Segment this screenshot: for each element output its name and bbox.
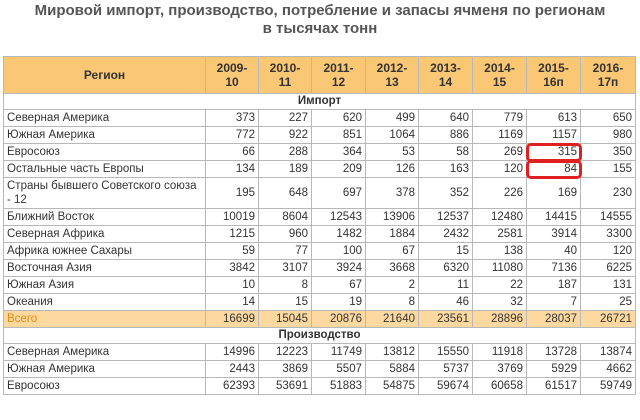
value-cell: 227 [259, 110, 312, 127]
value-cell: 61517 [527, 378, 581, 395]
value-cell: 10 [206, 277, 259, 294]
table-row [4, 209, 636, 226]
value-cell: 499 [366, 110, 419, 127]
value-cell: 620 [312, 110, 366, 127]
value-cell: 11080 [473, 260, 527, 277]
value-cell: 779 [473, 110, 527, 127]
value-cell: 15550 [419, 344, 473, 361]
value-cell: 53 [366, 144, 419, 161]
value-cell: 640 [419, 110, 473, 127]
value-cell: 960 [259, 226, 312, 243]
barley-table [3, 56, 636, 395]
value-cell: 14996 [206, 344, 259, 361]
value-cell: 6225 [581, 260, 636, 277]
column-header-year: 2015- 16п [527, 57, 581, 94]
value-cell: 364 [312, 144, 366, 161]
value-cell: 2432 [419, 226, 473, 243]
table-row [4, 277, 636, 294]
table-row [4, 361, 636, 378]
value-cell: 12543 [312, 209, 366, 226]
value-cell: 189 [259, 161, 312, 178]
value-cell: 3842 [206, 260, 259, 277]
value-cell: 62393 [206, 378, 259, 395]
value-cell: 15045 [259, 311, 312, 328]
value-cell: 11918 [473, 344, 527, 361]
region-cell: Южная Америка [4, 127, 206, 144]
value-cell: 3668 [366, 260, 419, 277]
value-cell: 226 [473, 178, 527, 209]
value-cell: 84 [527, 161, 581, 178]
value-cell: 772 [206, 127, 259, 144]
value-cell: 697 [312, 178, 366, 209]
section-label: Импорт [4, 94, 636, 110]
value-cell: 15 [259, 294, 312, 311]
column-header-region: Регион [4, 57, 206, 94]
value-cell: 1884 [366, 226, 419, 243]
value-cell: 163 [419, 161, 473, 178]
value-cell: 13728 [527, 344, 581, 361]
value-cell: 14415 [527, 209, 581, 226]
value-cell: 12537 [419, 209, 473, 226]
region-cell: Всего [4, 311, 206, 328]
value-cell: 2 [366, 277, 419, 294]
value-cell: 120 [473, 161, 527, 178]
table-row [4, 127, 636, 144]
value-cell: 21640 [366, 311, 419, 328]
value-cell: 3914 [527, 226, 581, 243]
table-row [4, 378, 636, 395]
column-header-year: 2009- 10 [206, 57, 259, 94]
column-header-year: 2011- 12 [312, 57, 366, 94]
value-cell: 66 [206, 144, 259, 161]
section-header-row [4, 94, 636, 110]
value-cell: 352 [419, 178, 473, 209]
value-cell: 3924 [312, 260, 366, 277]
value-cell: 46 [419, 294, 473, 311]
value-cell: 5884 [366, 361, 419, 378]
value-cell: 350 [581, 144, 636, 161]
value-cell: 54875 [366, 378, 419, 395]
value-cell: 53691 [259, 378, 312, 395]
region-cell: Северная Америка [4, 344, 206, 361]
value-cell: 58 [419, 144, 473, 161]
value-cell: 2443 [206, 361, 259, 378]
column-header-year: 2010- 11 [259, 57, 312, 94]
table-row [4, 260, 636, 277]
value-cell: 26721 [581, 311, 636, 328]
region-cell: Южная Америка [4, 361, 206, 378]
column-header-year: 2016- 17п [581, 57, 636, 94]
value-cell: 11 [419, 277, 473, 294]
value-cell: 138 [473, 243, 527, 260]
value-cell: 7 [527, 294, 581, 311]
value-cell: 60658 [473, 378, 527, 395]
value-cell: 1157 [527, 127, 581, 144]
value-cell: 6320 [419, 260, 473, 277]
value-cell: 3107 [259, 260, 312, 277]
value-cell: 613 [527, 110, 581, 127]
value-cell: 131 [581, 277, 636, 294]
value-cell: 59674 [419, 378, 473, 395]
value-cell: 5737 [419, 361, 473, 378]
value-cell: 10019 [206, 209, 259, 226]
table-body [4, 94, 636, 395]
value-cell: 120 [581, 243, 636, 260]
value-cell: 209 [312, 161, 366, 178]
table-row [4, 344, 636, 361]
region-cell: Евросоюз [4, 144, 206, 161]
page-title [0, 0, 640, 38]
column-header-year: 2012- 13 [366, 57, 419, 94]
value-cell: 134 [206, 161, 259, 178]
value-cell: 155 [581, 161, 636, 178]
value-cell: 20876 [312, 311, 366, 328]
value-cell: 195 [206, 178, 259, 209]
value-cell: 16699 [206, 311, 259, 328]
value-cell: 650 [581, 110, 636, 127]
table-row [4, 178, 636, 209]
value-cell: 15 [419, 243, 473, 260]
section-header-row [4, 328, 636, 344]
value-cell: 40 [527, 243, 581, 260]
value-cell: 23561 [419, 311, 473, 328]
value-cell: 14555 [581, 209, 636, 226]
value-cell: 1064 [366, 127, 419, 144]
region-cell: Остальные часть Европы [4, 161, 206, 178]
table-row [4, 243, 636, 260]
value-cell: 59 [206, 243, 259, 260]
value-cell: 288 [259, 144, 312, 161]
value-cell: 67 [366, 243, 419, 260]
table-row [4, 144, 636, 161]
region-cell: Южная Азия [4, 277, 206, 294]
value-cell: 126 [366, 161, 419, 178]
table-row [4, 294, 636, 311]
total-row [4, 311, 636, 328]
value-cell: 8604 [259, 209, 312, 226]
section-label: Производство [4, 328, 636, 344]
value-cell: 28896 [473, 311, 527, 328]
column-header-year: 2013- 14 [419, 57, 473, 94]
value-cell: 3300 [581, 226, 636, 243]
column-header-year: 2014- 15 [473, 57, 527, 94]
value-cell: 922 [259, 127, 312, 144]
value-cell: 19 [312, 294, 366, 311]
region-cell: Восточная Азия [4, 260, 206, 277]
region-cell: Ближний Восток [4, 209, 206, 226]
value-cell: 5929 [527, 361, 581, 378]
value-cell: 13906 [366, 209, 419, 226]
value-cell: 11749 [312, 344, 366, 361]
title-line-1: Мировой импорт, производство, потребление и запасы ячменя по регионам [34, 2, 606, 19]
value-cell: 77 [259, 243, 312, 260]
value-cell: 2581 [473, 226, 527, 243]
value-cell: 32 [473, 294, 527, 311]
value-cell: 12223 [259, 344, 312, 361]
region-cell: Океания [4, 294, 206, 311]
value-cell: 22 [473, 277, 527, 294]
region-cell: Страны бывшего Советского союза - 12 [4, 178, 206, 209]
value-cell: 851 [312, 127, 366, 144]
value-cell: 980 [581, 127, 636, 144]
value-cell: 7136 [527, 260, 581, 277]
value-cell: 886 [419, 127, 473, 144]
value-cell: 8 [366, 294, 419, 311]
value-cell: 1215 [206, 226, 259, 243]
header-row [4, 57, 636, 94]
value-cell: 67 [312, 277, 366, 294]
value-cell: 230 [581, 178, 636, 209]
value-cell: 12480 [473, 209, 527, 226]
value-cell: 373 [206, 110, 259, 127]
region-cell: Африка южнее Сахары [4, 243, 206, 260]
value-cell: 315 [527, 144, 581, 161]
value-cell: 14 [206, 294, 259, 311]
value-cell: 100 [312, 243, 366, 260]
value-cell: 5507 [312, 361, 366, 378]
table-row [4, 226, 636, 243]
value-cell: 3869 [259, 361, 312, 378]
value-cell: 59749 [581, 378, 636, 395]
value-cell: 8 [259, 277, 312, 294]
value-cell: 1169 [473, 127, 527, 144]
region-cell: Евросоюз [4, 378, 206, 395]
table-row [4, 110, 636, 127]
region-cell: Северная Африка [4, 226, 206, 243]
value-cell: 378 [366, 178, 419, 209]
value-cell: 648 [259, 178, 312, 209]
value-cell: 51883 [312, 378, 366, 395]
value-cell: 169 [527, 178, 581, 209]
table-row [4, 161, 636, 178]
value-cell: 1482 [312, 226, 366, 243]
value-cell: 3769 [473, 361, 527, 378]
title-line-2: в тысячах тонн [262, 20, 378, 37]
region-cell: Северная Америка [4, 110, 206, 127]
value-cell: 13812 [366, 344, 419, 361]
value-cell: 187 [527, 277, 581, 294]
value-cell: 13874 [581, 344, 636, 361]
value-cell: 25 [581, 294, 636, 311]
value-cell: 28037 [527, 311, 581, 328]
value-cell: 269 [473, 144, 527, 161]
value-cell: 4662 [581, 361, 636, 378]
